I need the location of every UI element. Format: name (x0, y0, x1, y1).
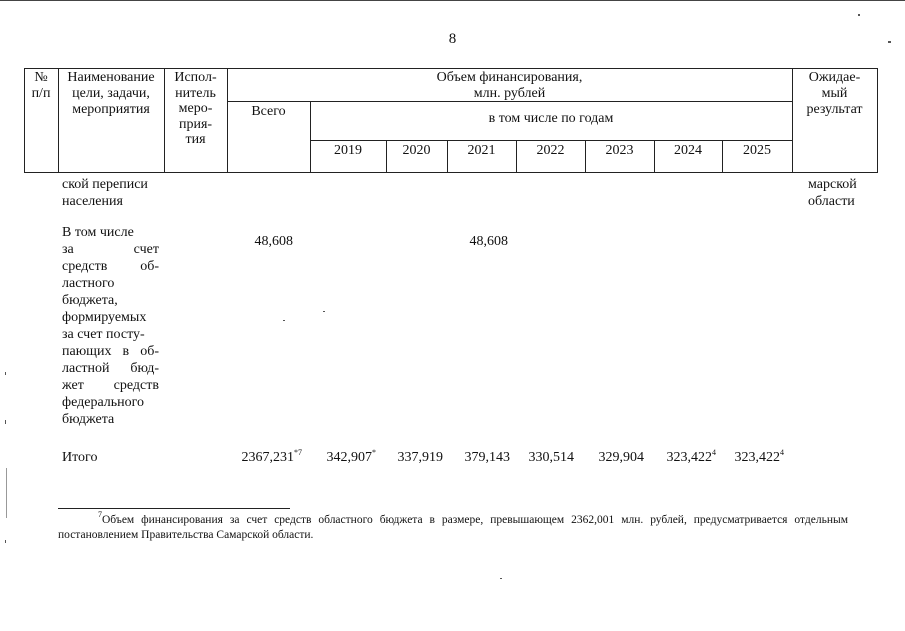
header-executor: Испол- нитель меро- прия- тия (174, 70, 217, 147)
header-year: 2021 (467, 143, 496, 158)
year-footnote-mark: 4 (712, 448, 716, 457)
header-year: 2025 (743, 143, 771, 158)
footnote-mark: 7 (98, 510, 102, 519)
scan-speck (6, 468, 7, 518)
year-footnote-mark: * (372, 448, 376, 457)
scan-speck (283, 320, 285, 321)
census-text-continuation: ской переписи населения (62, 177, 148, 209)
years-divider (310, 140, 792, 141)
total-2020-value: 337,919 (397, 450, 443, 465)
result-text-continuation: марской области (808, 177, 857, 209)
total-label: Итого (62, 450, 98, 465)
scan-speck (500, 578, 502, 579)
scan-speck (858, 14, 860, 16)
label-line: жет средств (62, 378, 159, 393)
total-all-value (222, 449, 302, 466)
footnote-text: Объем финансирования за счет средств областного бюджета в размере, превышающем 2362,001 млн. рублей, предусматривается отдельным постановлением Правительства Самарской области. (58, 514, 848, 541)
scan-speck (5, 420, 6, 424)
total-2023-value: 329,904 (598, 450, 644, 465)
header-year: 2024 (674, 143, 702, 158)
label-line: ластной бюд- (62, 361, 159, 376)
footnote (58, 510, 848, 543)
total-2019-value (310, 449, 376, 466)
table-top-border (24, 68, 877, 69)
label-line: средств об- (62, 259, 159, 274)
page-number: 8 (448, 31, 457, 47)
scan-speck (323, 311, 325, 312)
year-value: 342,907 (326, 450, 372, 465)
header-year: 2019 (334, 143, 362, 158)
year-value: 323,422 (734, 450, 780, 465)
total-2024-value (654, 449, 716, 466)
table-right-border (877, 68, 878, 173)
table-header-bottom (24, 172, 877, 173)
scan-speck (888, 41, 891, 43)
footnote-rule (58, 508, 290, 509)
total-2021-value: 379,143 (464, 450, 510, 465)
scan-speck (5, 540, 6, 543)
header-year: 2022 (536, 143, 565, 158)
header-year: 2020 (402, 143, 431, 158)
including-total-value: 48,608 (254, 234, 293, 249)
label-line: бюджета (62, 412, 115, 427)
label-line: формируемых (62, 310, 147, 325)
year-value: 323,422 (666, 450, 712, 465)
year-footnote-mark: 4 (780, 448, 784, 457)
total-2025-value (722, 449, 784, 466)
label-line: ластного (62, 276, 115, 291)
label-line: В том числе (62, 225, 134, 240)
total-footnote-mark: *7 (294, 448, 302, 457)
header-no: № п/п (31, 70, 51, 101)
label-line: за счет (62, 242, 159, 257)
header-total: Всего (251, 104, 286, 119)
header-by-years: в том числе по годам (488, 111, 614, 126)
label-line: за счет посту- (62, 327, 145, 342)
label-line: бюджета, (62, 293, 118, 308)
label-line: пающих в об- (62, 344, 159, 359)
scan-top-edge (0, 0, 905, 1)
label-line: федерального (62, 395, 145, 410)
scan-speck (5, 372, 6, 375)
header-year: 2023 (605, 143, 634, 158)
header-name: Наименование цели, задачи, мероприятия (67, 70, 155, 117)
header-result: Ожидае- мый результат (806, 70, 863, 117)
total-value: 2367,231 (241, 450, 294, 465)
total-2022-value: 330,514 (528, 450, 574, 465)
header-funding: Объем финансирования, млн. рублей (436, 70, 583, 101)
including-2021-value: 48,608 (469, 234, 508, 249)
